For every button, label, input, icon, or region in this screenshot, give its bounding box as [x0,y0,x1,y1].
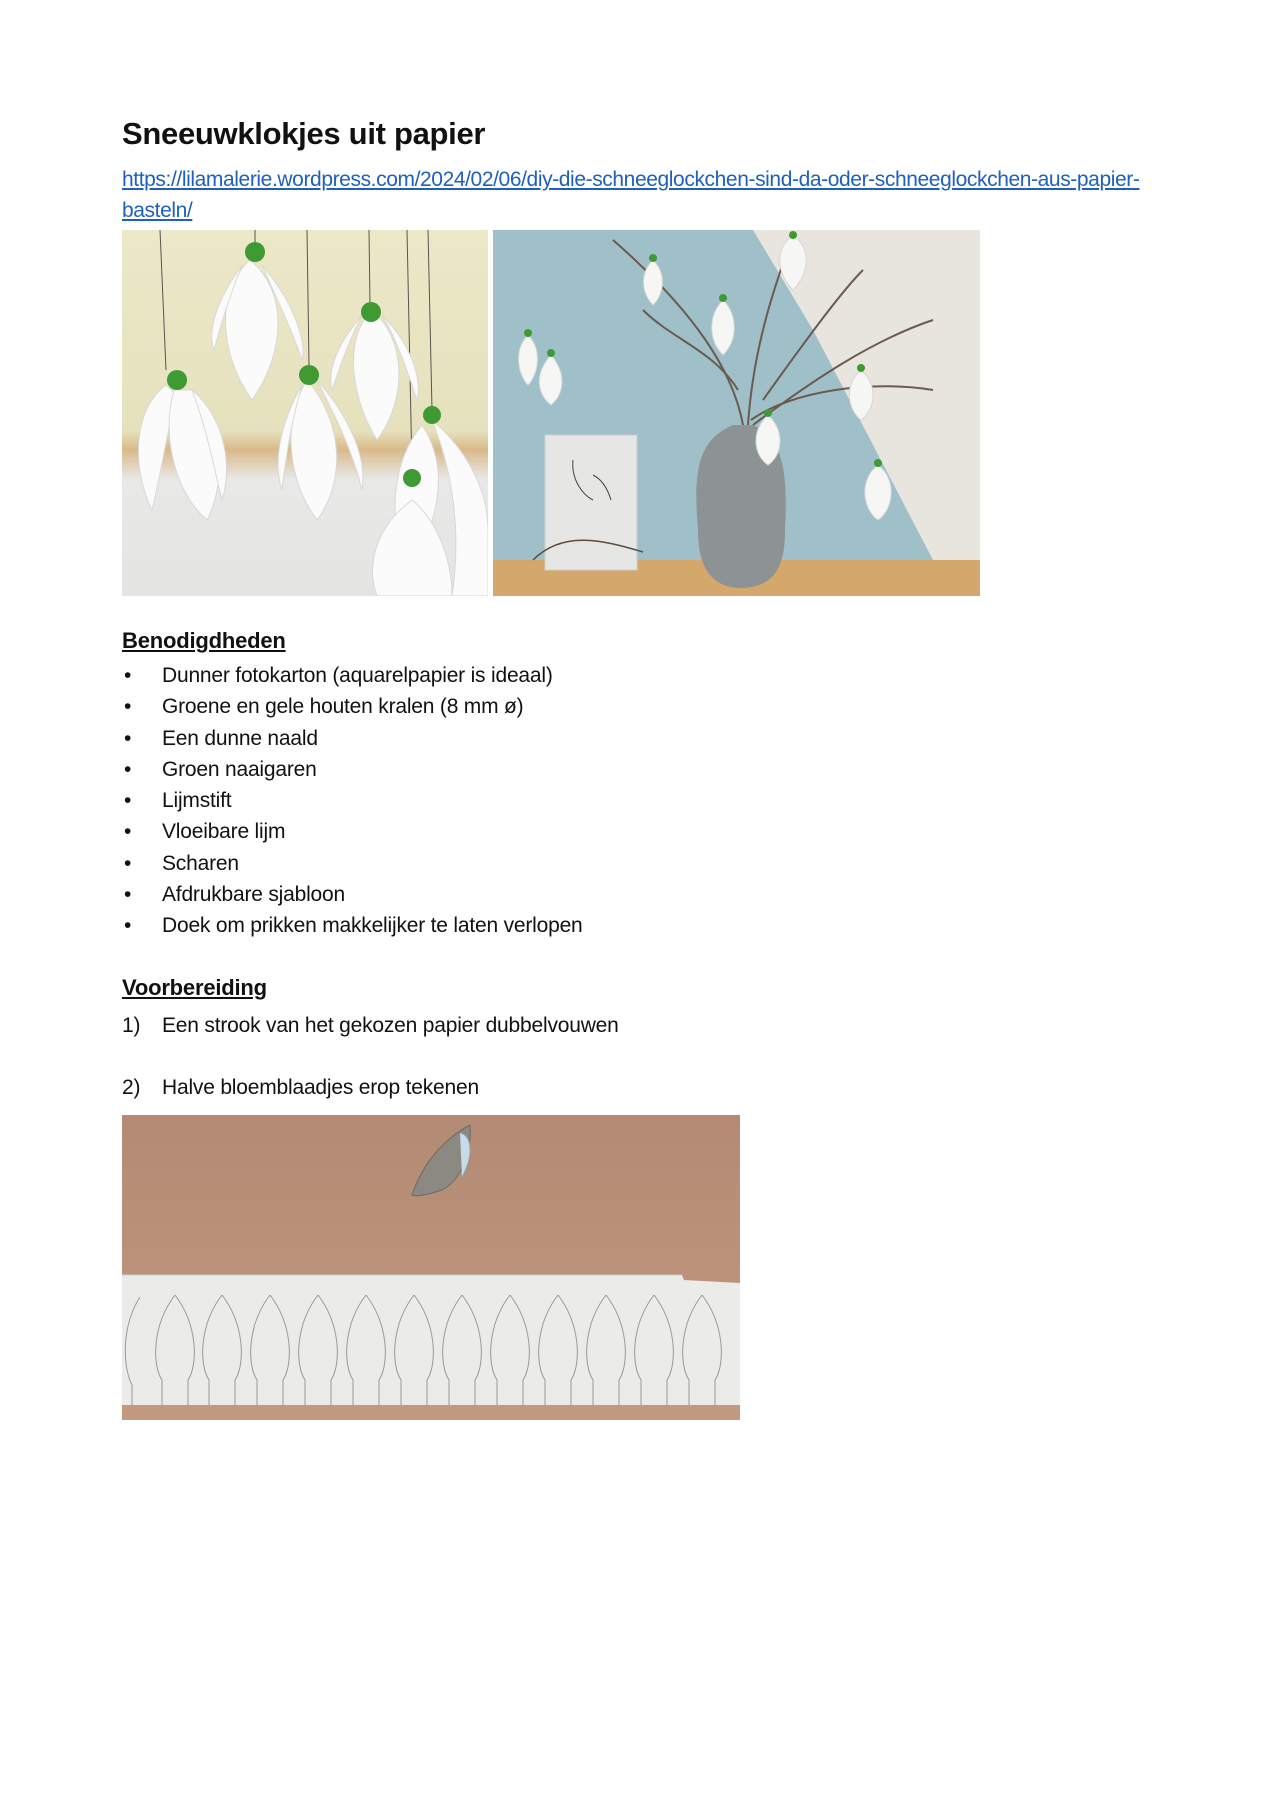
bullet-icon: • [124,695,132,719]
bullet-icon: • [124,851,132,875]
bullet-icon: • [124,914,132,938]
list-item: • Vloeibare lijm [122,816,583,847]
bullet-icon: • [124,820,132,844]
hanging-paper-snowdrops-photo [122,230,488,596]
step-item: 2) Halve bloemblaadjes erop tekenen [122,1072,479,1103]
list-item: • Groen naaigaren [122,754,583,785]
list-item: • Groene en gele houten kralen (8 mm ø) [122,691,583,722]
supplies-heading: Benodigdheden [122,628,286,653]
list-item: • Dunner fotokarton (aquarelpapier is ideaal) [122,660,583,691]
petal-template-strip-photo [122,1115,740,1420]
bullet-icon: • [124,664,132,687]
list-item: • Afdrukbare sjabloon [122,879,583,910]
preparation-step [122,1072,479,1103]
preparation-heading: Voorbereiding [122,975,267,1000]
list-item: • Scharen [122,848,583,879]
step-number: 2) [122,1076,141,1099]
bullet-icon: • [124,726,132,750]
page-title: Sneeuwklokjes uit papier [122,116,486,151]
list-item: • Lijmstift [122,785,583,816]
bullet-icon: • [124,883,132,907]
step-item: 1) Een strook van het gekozen papier dubbelvouwen [122,1010,619,1041]
list-item: • Doek om prikken makkelijker te laten verlopen [122,910,583,941]
supplies-list [122,660,583,942]
vase-with-branches-photo [493,230,980,596]
bullet-icon: • [124,757,132,781]
preparation-step [122,1010,619,1041]
source-link[interactable]: https://lilamalerie.wordpress.com/2024/02/06/diy-die-schneeglockchen-sind-da-oder-schneeglockchen-aus-papier-basteln/ [122,168,1140,222]
bullet-icon: • [124,789,132,813]
list-item: • Een dunne naald [122,723,583,754]
step-number: 1) [122,1014,141,1037]
